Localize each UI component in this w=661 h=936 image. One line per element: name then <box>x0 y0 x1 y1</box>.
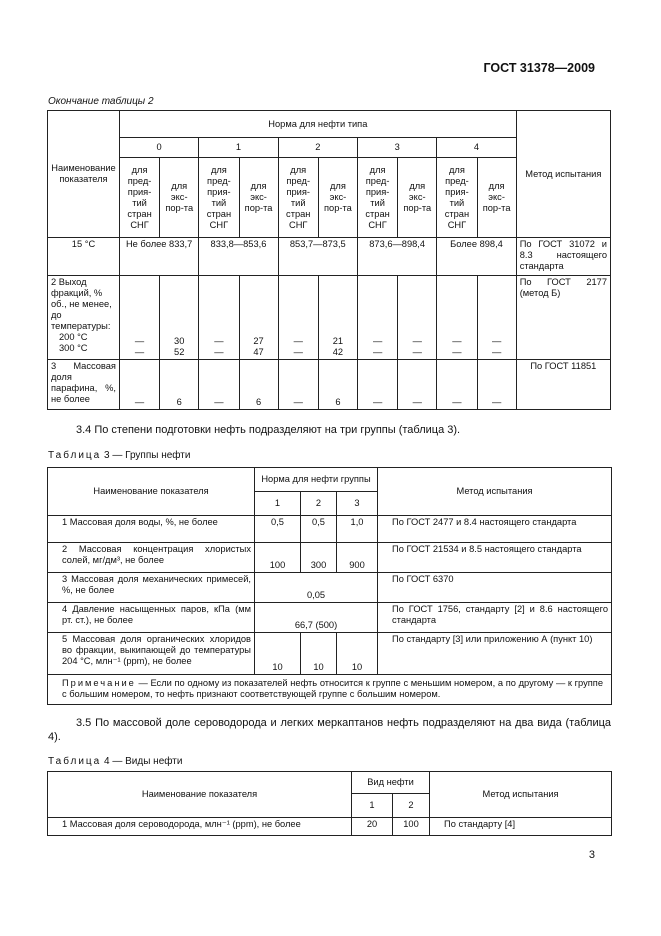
t3-row2-g1: 100 <box>255 543 301 573</box>
t2-row1-type1: 833,8—853,6 <box>199 238 278 276</box>
t2-row1-method: По ГОСТ 31072 и 8.3 настоящего стандарта <box>516 238 610 276</box>
t3-row5-name: 5 Массовая доля органических хлоридов во фракции, выкипающей до температуры 204 °С, млн⁻¹ (ppm), не более <box>48 633 255 675</box>
t2-sub-export: для экс-пор-та <box>318 158 357 238</box>
t2-row3-method: По ГОСТ 11851 <box>516 360 610 410</box>
t3-row1-g2: 0,5 <box>301 516 337 543</box>
page-number: 3 <box>588 849 595 861</box>
t2-header-norm: Норма для нефти типа <box>119 111 516 138</box>
t3-row3-method: По ГОСТ 6370 <box>378 573 612 603</box>
t2-row2-cell: — — <box>119 276 159 360</box>
t3-row3-value: 0,05 <box>255 573 378 603</box>
t3-row2-g2: 300 <box>301 543 337 573</box>
t3-row1-g3: 1,0 <box>337 516 378 543</box>
t4-row1-kind2: 100 <box>393 818 430 836</box>
t3-row1-method: По ГОСТ 2477 и 8.4 настоящего стандарта <box>378 516 612 543</box>
t2-row1-type4: Более 898,4 <box>437 238 516 276</box>
t3-row5-method: По стандарту [3] или приложению А (пункт 10) <box>378 633 612 675</box>
t2-header-name: Наименование показателя <box>48 111 120 238</box>
t3-row2-name: 2 Массовая концентрация хлористых солей, мг/дм³, не более <box>48 543 255 573</box>
t3-group-1: 1 <box>255 492 301 516</box>
t2-row3-name: 3 Массовая доля парафина, %, не более <box>48 360 120 410</box>
t3-header-method: Метод испытания <box>378 468 612 516</box>
t3-note: Примечание — Если по одному из показателей нефть относится к группе с меньшим номером, а по другому — к группе с большим номером, то нефть признают соответствующей группе с большим номером. <box>48 675 612 705</box>
t2-row2-cell: — — <box>278 276 318 360</box>
t3-header-name: Наименование показателя <box>48 468 255 516</box>
t4-row1-name: 1 Массовая доля сероводорода, млн⁻¹ (ppm), не более <box>48 818 352 836</box>
t3-group-2: 2 <box>301 492 337 516</box>
t2-row2-cell: — — <box>398 276 437 360</box>
t2-row1-name: 15 °С <box>48 238 120 276</box>
table4-caption: Таблица 4 — Виды нефти <box>48 756 183 767</box>
t3-row5-g1: 10 <box>255 633 301 675</box>
t2-row3-cell: — <box>199 360 239 410</box>
t2-row3-cell: — <box>477 360 516 410</box>
t2-row1-type2: 853,7—873,5 <box>278 238 357 276</box>
t2-row3-cell: 6 <box>318 360 357 410</box>
t2-row3-cell: 6 <box>239 360 278 410</box>
t3-header-norm: Норма для нефти группы <box>255 468 378 492</box>
t2-row3-cell: — <box>398 360 437 410</box>
t2-row1-type0: Не более 833,7 <box>119 238 198 276</box>
t2-row2-cell: 30 52 <box>160 276 199 360</box>
t2-sub-export: для экс-пор-та <box>239 158 278 238</box>
t2-sub-export: для экс-пор-та <box>477 158 516 238</box>
t2-row3-cell: — <box>278 360 318 410</box>
t4-header-kind: Вид нефти <box>352 772 430 794</box>
t2-row3-cell: — <box>119 360 159 410</box>
t2-row2-cell: — — <box>437 276 477 360</box>
t2-header-method: Метод испытания <box>516 111 610 238</box>
t2-row2-cell: — — <box>357 276 397 360</box>
t4-row1-method: По стандарту [4] <box>430 818 612 836</box>
t4-header-method: Метод испытания <box>430 772 612 818</box>
t3-row3-name: 3 Массовая доля механических примесей, %, не более <box>48 573 255 603</box>
table2-caption: Окончание таблицы 2 <box>48 96 154 107</box>
t2-type-4: 4 <box>437 138 516 158</box>
t4-row1-kind1: 20 <box>352 818 393 836</box>
table-2 <box>47 110 611 410</box>
t3-row4-name: 4 Давление насыщенных паров, кПа (мм рт. ст.), не более <box>48 603 255 633</box>
t2-row3-cell: 6 <box>160 360 199 410</box>
t2-row3-cell: — <box>437 360 477 410</box>
t2-type-3: 3 <box>357 138 436 158</box>
t4-header-name: Наименование показателя <box>48 772 352 818</box>
t2-type-1: 1 <box>199 138 278 158</box>
t4-kind-2: 2 <box>393 794 430 818</box>
paragraph-3-4: 3.4 По степени подготовки нефть подразделяют на три группы (таблица 3). <box>76 424 461 436</box>
paragraph-3-5: 3.5 По массовой доле сероводорода и легких меркаптанов нефть подразделяют на два вида (таблица 4). <box>48 717 611 743</box>
t2-type-2: 2 <box>278 138 357 158</box>
t3-row2-g3: 900 <box>337 543 378 573</box>
t2-row3-cell: — <box>357 360 397 410</box>
t2-sub-export: для экс-пор-та <box>160 158 199 238</box>
t2-sub-domestic: для пред-прия-тий стран СНГ <box>278 158 318 238</box>
t2-sub-domestic: для пред-прия-тий стран СНГ <box>437 158 477 238</box>
t2-row2-cell: 27 47 <box>239 276 278 360</box>
t2-sub-domestic: для пред-прия-тий стран СНГ <box>119 158 159 238</box>
t2-type-0: 0 <box>119 138 198 158</box>
t3-group-3: 3 <box>337 492 378 516</box>
t2-row2-method: По ГОСТ 2177 (метод Б) <box>516 276 610 360</box>
t4-kind-1: 1 <box>352 794 393 818</box>
t2-row1-type3: 873,6—898,4 <box>357 238 436 276</box>
t3-row5-g2: 10 <box>301 633 337 675</box>
t3-row1-name: 1 Массовая доля воды, %, не более <box>48 516 255 543</box>
table3-caption: Таблица 3 — Группы нефти <box>48 450 191 461</box>
table-4 <box>47 771 612 836</box>
document-code: ГОСТ 31378—2009 <box>483 61 595 75</box>
table-3 <box>47 467 612 705</box>
t2-row2-name: 2 Выход фракций, % об., не менее, до температуры: 200 °С 300 °С <box>48 276 120 360</box>
t2-row2-cell: — — <box>199 276 239 360</box>
t3-row1-g1: 0,5 <box>255 516 301 543</box>
t3-row2-method: По ГОСТ 21534 и 8.5 настоящего стандарта <box>378 543 612 573</box>
t2-sub-domestic: для пред-прия-тий стран СНГ <box>199 158 239 238</box>
t2-sub-domestic: для пред-прия-тий стран СНГ <box>357 158 397 238</box>
t2-row2-cell: 21 42 <box>318 276 357 360</box>
t2-row2-cell: — — <box>477 276 516 360</box>
t3-row4-value: 66,7 (500) <box>255 603 378 633</box>
t3-row4-method: По ГОСТ 1756, стандарту [2] и 8.6 настоящего стандарта <box>378 603 612 633</box>
t3-row5-g3: 10 <box>337 633 378 675</box>
t2-sub-export: для экс-пор-та <box>398 158 437 238</box>
